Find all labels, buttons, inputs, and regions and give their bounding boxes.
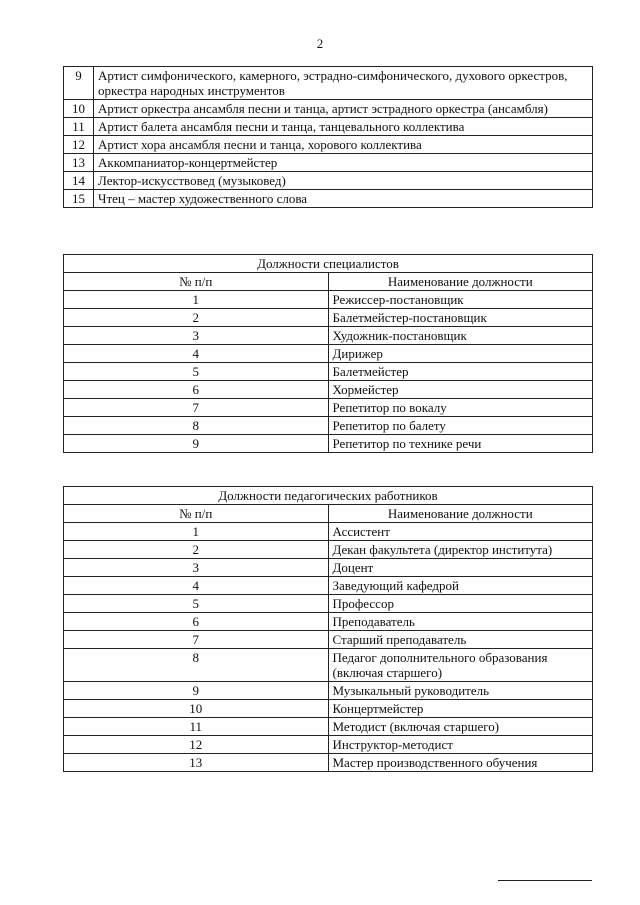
row-number: 8 <box>64 417 329 435</box>
row-number: 12 <box>64 736 329 754</box>
position-name: Профессор <box>328 595 593 613</box>
row-number: 2 <box>64 309 329 327</box>
row-number: 15 <box>64 190 94 208</box>
table-caption-row <box>64 255 593 273</box>
table-row <box>64 345 593 363</box>
position-name: Методист (включая старшего) <box>328 718 593 736</box>
table-row <box>64 613 593 631</box>
table-row <box>64 291 593 309</box>
table-row <box>64 435 593 453</box>
row-number: 11 <box>64 718 329 736</box>
table-row <box>64 718 593 736</box>
performers-continued-table <box>63 66 593 208</box>
row-number: 1 <box>64 291 329 309</box>
row-number: 10 <box>64 100 94 118</box>
position-name: Мастер производственного обучения <box>328 754 593 772</box>
position-name: Педагог дополнительного образования (включая старшего) <box>328 649 593 682</box>
table-row <box>64 736 593 754</box>
specialists-body <box>64 255 593 453</box>
column-header-name: Наименование должности <box>328 273 593 291</box>
row-number: 13 <box>64 154 94 172</box>
position-name: Старший преподаватель <box>328 631 593 649</box>
position-name: Балетмейстер <box>328 363 593 381</box>
table-row <box>64 381 593 399</box>
table-row <box>64 399 593 417</box>
row-number: 4 <box>64 577 329 595</box>
row-number: 8 <box>64 649 329 682</box>
position-name: Репетитор по вокалу <box>328 399 593 417</box>
page-number: 2 <box>316 36 324 51</box>
row-number: 13 <box>64 754 329 772</box>
row-number: 6 <box>64 381 329 399</box>
table-row <box>64 559 593 577</box>
position-name: Репетитор по технике речи <box>328 435 593 453</box>
position-name: Артист хора ансамбля песни и танца, хорового коллектива <box>94 136 593 154</box>
row-number: 6 <box>64 613 329 631</box>
table-row <box>64 118 593 136</box>
pedagogical-table <box>63 486 593 772</box>
row-number: 14 <box>64 172 94 190</box>
position-name: Инструктор-методист <box>328 736 593 754</box>
row-number: 9 <box>64 435 329 453</box>
position-name: Дирижер <box>328 345 593 363</box>
position-name: Режиссер-постановщик <box>328 291 593 309</box>
row-number: 10 <box>64 700 329 718</box>
position-name: Музыкальный руководитель <box>328 682 593 700</box>
table-header-row <box>64 273 593 291</box>
table-caption: Должности специалистов <box>64 255 593 273</box>
row-number: 5 <box>64 363 329 381</box>
row-number: 5 <box>64 595 329 613</box>
position-name: Декан факультета (директор института) <box>328 541 593 559</box>
position-name: Хормейстер <box>328 381 593 399</box>
position-name: Художник-постановщик <box>328 327 593 345</box>
position-name: Артист оркестра ансамбля песни и танца, артист эстрадного оркестра (ансамбля) <box>94 100 593 118</box>
table-row <box>64 417 593 435</box>
row-number: 3 <box>64 327 329 345</box>
pedagogical-body <box>64 487 593 772</box>
position-name: Ассистент <box>328 523 593 541</box>
position-name: Артист симфонического, камерного, эстрадно-симфонического, духового оркестров, оркестра народных инструментов <box>94 67 593 100</box>
row-number: 4 <box>64 345 329 363</box>
position-name: Заведующий кафедрой <box>328 577 593 595</box>
position-name: Доцент <box>328 559 593 577</box>
table-row <box>64 309 593 327</box>
table-row <box>64 100 593 118</box>
performers-continued-body <box>64 67 593 208</box>
row-number: 12 <box>64 136 94 154</box>
position-name: Концертмейстер <box>328 700 593 718</box>
table-row <box>64 136 593 154</box>
column-header-number: № п/п <box>64 273 329 291</box>
table-row <box>64 577 593 595</box>
table-caption: Должности педагогических работников <box>64 487 593 505</box>
signature-line <box>498 880 592 881</box>
position-name: Преподаватель <box>328 613 593 631</box>
table-row <box>64 700 593 718</box>
position-name: Балетмейстер-постановщик <box>328 309 593 327</box>
position-name: Аккомпаниатор-концертмейстер <box>94 154 593 172</box>
table-row <box>64 523 593 541</box>
specialists-table <box>63 254 593 453</box>
table-row <box>64 67 593 100</box>
row-number: 1 <box>64 523 329 541</box>
column-header-number: № п/п <box>64 505 329 523</box>
column-header-name: Наименование должности <box>328 505 593 523</box>
table-row <box>64 631 593 649</box>
row-number: 3 <box>64 559 329 577</box>
table-row <box>64 154 593 172</box>
table-row <box>64 595 593 613</box>
row-number: 7 <box>64 399 329 417</box>
table-row <box>64 327 593 345</box>
position-name: Лектор-искусствовед (музыковед) <box>94 172 593 190</box>
table-row <box>64 363 593 381</box>
row-number: 7 <box>64 631 329 649</box>
row-number: 9 <box>64 67 94 100</box>
table-row <box>64 754 593 772</box>
position-name: Чтец – мастер художественного слова <box>94 190 593 208</box>
position-name: Репетитор по балету <box>328 417 593 435</box>
row-number: 2 <box>64 541 329 559</box>
table-row <box>64 649 593 682</box>
row-number: 11 <box>64 118 94 136</box>
position-name: Артист балета ансамбля песни и танца, танцевального коллектива <box>94 118 593 136</box>
table-caption-row <box>64 487 593 505</box>
table-row <box>64 190 593 208</box>
table-row <box>64 172 593 190</box>
table-row <box>64 541 593 559</box>
table-row <box>64 682 593 700</box>
table-header-row <box>64 505 593 523</box>
row-number: 9 <box>64 682 329 700</box>
